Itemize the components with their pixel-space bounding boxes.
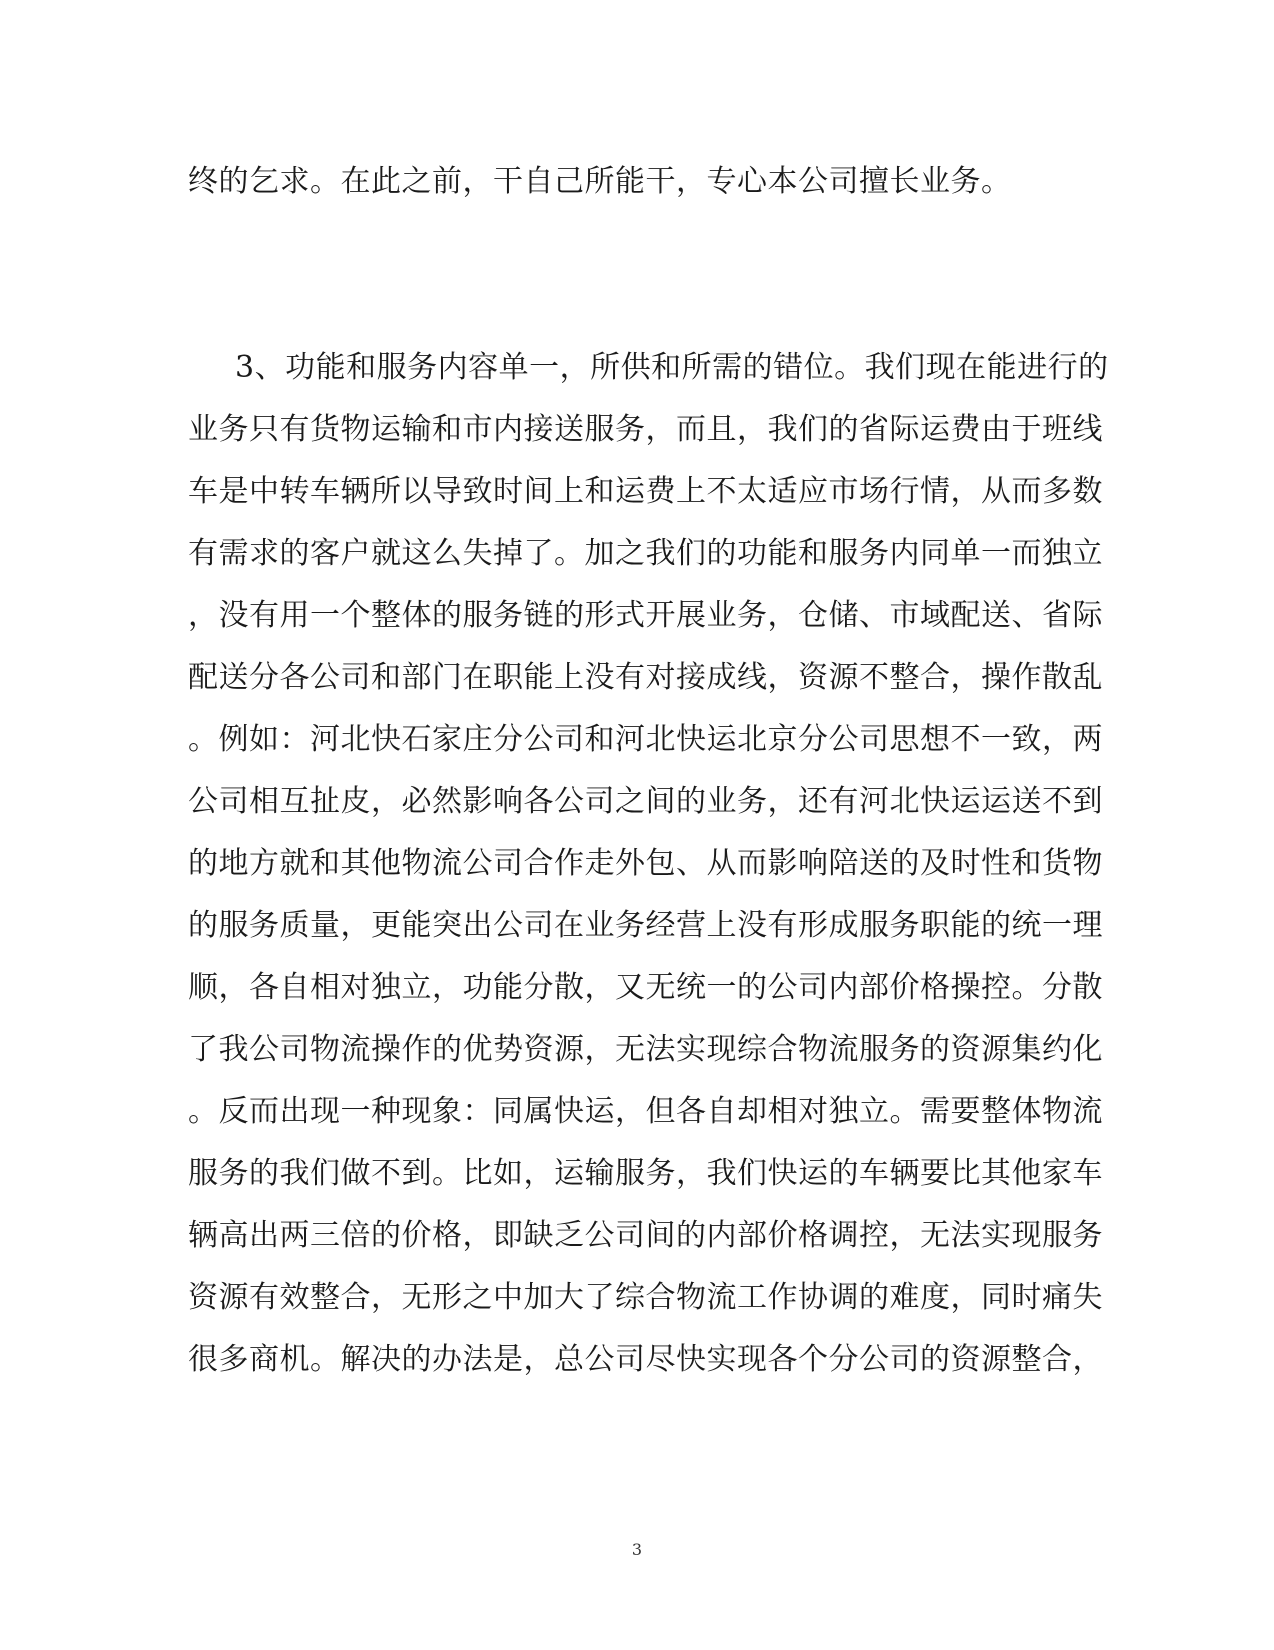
paragraph-line: 的地方就和其他物流公司合作走外包、从而影响陪送的及时性和货物: [188, 846, 1103, 881]
paragraph-line: 。例如：河北快石家庄分公司和河北快运北京分公司思想不一致，两: [188, 722, 1103, 757]
paragraph-line: 公司相互扯皮，必然影响各公司之间的业务，还有河北快运运送不到: [188, 784, 1103, 819]
paragraph-line: 很多商机。解决的办法是，总公司尽快实现各个分公司的资源整合，: [188, 1342, 1103, 1377]
paragraph-line: 顺，各自相对独立，功能分散，又无统一的公司内部价格操控。分散: [188, 970, 1103, 1005]
paragraph-line: 有需求的客户就这么失掉了。加之我们的功能和服务内同单一而独立: [188, 536, 1103, 571]
paragraph-line: 3、功能和服务内容单一，所供和所需的错位。我们现在能进行的: [235, 350, 1109, 385]
paragraph-line: 的服务质量，更能突出公司在业务经营上没有形成服务职能的统一理: [188, 908, 1103, 943]
continuation-line: 终的乞求。在此之前，干自己所能干，专心本公司擅长业务。: [188, 164, 1012, 199]
paragraph-line: 辆高出两三倍的价格，即缺乏公司间的内部价格调控，无法实现服务: [188, 1218, 1103, 1253]
paragraph-line: 。反而出现一种现象：同属快运，但各自却相对独立。需要整体物流: [188, 1094, 1103, 1129]
paragraph-line: 车是中转车辆所以导致时间上和运费上不太适应市场行情，从而多数: [188, 474, 1103, 509]
paragraph-line: 配送分各公司和部门在职能上没有对接成线，资源不整合，操作散乱: [188, 660, 1103, 695]
paragraph-line: 资源有效整合，无形之中加大了综合物流工作协调的难度，同时痛失: [188, 1280, 1103, 1315]
page-number: 3: [631, 1540, 643, 1559]
paragraph-line: 服务的我们做不到。比如，运输服务，我们快运的车辆要比其他家车: [188, 1156, 1103, 1191]
paragraph-line: 业务只有货物运输和市内接送服务，而且，我们的省际运费由于班线: [188, 412, 1103, 447]
paragraph-line: 了我公司物流操作的优势资源，无法实现综合物流服务的资源集约化: [188, 1032, 1103, 1067]
paragraph-line: ，没有用一个整体的服务链的形式开展业务，仓储、市域配送、省际: [188, 598, 1103, 633]
